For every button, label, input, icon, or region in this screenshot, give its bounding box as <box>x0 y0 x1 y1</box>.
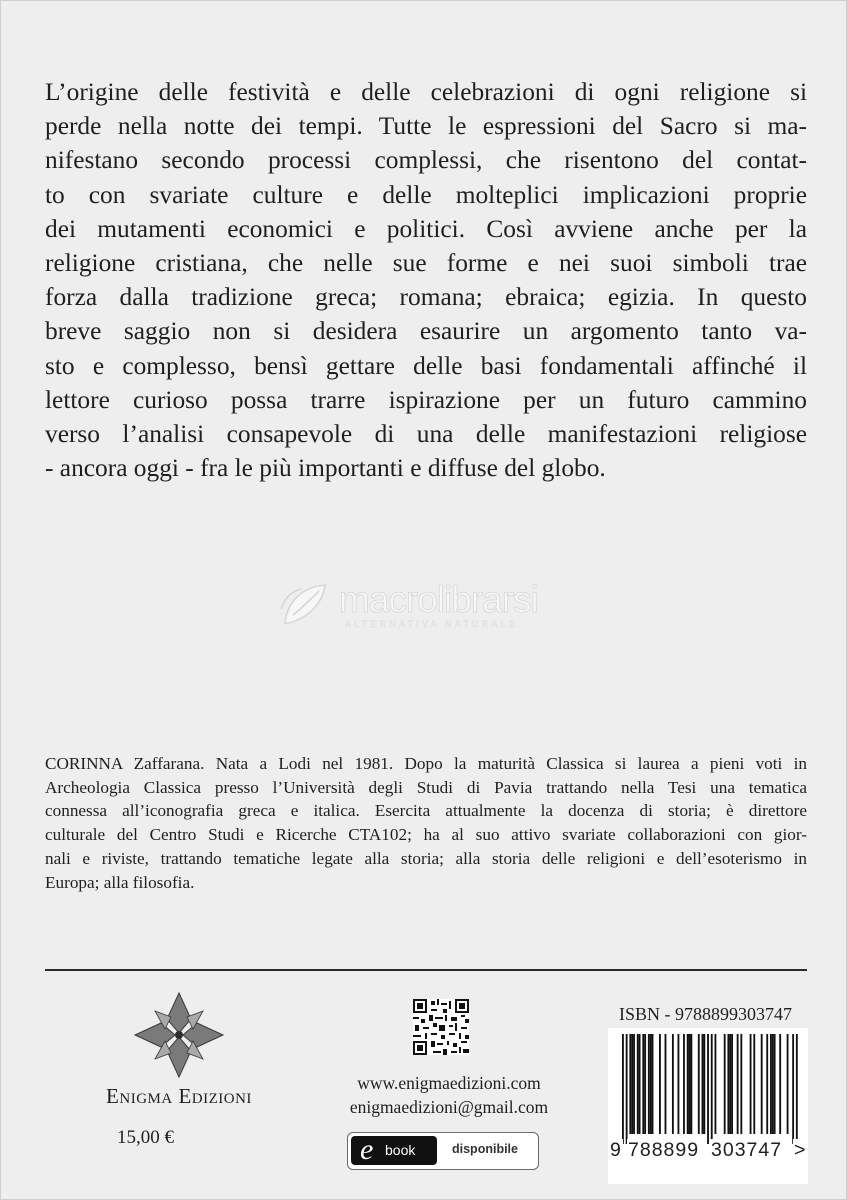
synopsis-line: religione cristiana, che nelle sue forme e nei suoi simboli trae <box>45 249 807 278</box>
qr-code-icon <box>413 999 469 1055</box>
synopsis-line: to con svariate culture e delle molteplici implicazioni proprie <box>45 180 807 209</box>
leaf-logo-icon <box>279 579 335 629</box>
synopsis-line: nifestano secondo processi complessi, che risentono del contat- <box>45 146 807 175</box>
bio-line: CORINNA Zaffarana. Nata a Lodi nel 1981. Dopo la maturità Classica si laurea a pieni voti in <box>45 754 807 773</box>
synopsis-line: lettore curioso possa trarre ispirazione per un futuro cammino <box>45 385 807 414</box>
synopsis-line: - ancora oggi - fra le più importanti e diffuse del globo. <box>45 454 606 483</box>
barcode-arrow: > <box>794 1139 807 1161</box>
ebook-word: book <box>385 1142 416 1158</box>
ebook-logo <box>351 1133 437 1166</box>
publisher-website-link[interactable]: www.enigmaedizioni.com <box>357 1073 541 1093</box>
ebook-status: disponibile <box>452 1142 518 1156</box>
publisher-ornament-logo-icon <box>131 989 227 1081</box>
macrolibrarsi-watermark <box>279 579 579 629</box>
author-bio <box>45 752 807 894</box>
watermark-tagline: ALTERNATIVA NATURALE <box>345 619 518 629</box>
bio-line: connessa all’iconografia greca e italica. Esercita attualmente la docenza di storia; è direttore <box>45 801 807 821</box>
publisher-name: Enigma Edizioni <box>106 1084 252 1108</box>
book-synopsis <box>45 75 807 485</box>
barcode-first-digit: 9 <box>610 1139 622 1161</box>
bio-line: Archeologia Classica presso l’Università degli Studi di Pavia trattando nella Tesi una tematica <box>45 777 807 797</box>
synopsis-line: sto e complesso, bensì gettare delle basi fondamentali affinché il <box>45 351 807 380</box>
bio-line: nali e riviste, trattando tematiche legate alla storia; alla storia delle religioni e dell’esoterismo in <box>45 848 807 868</box>
publisher-email-link[interactable]: enigmaedizioni@gmail.com <box>349 1097 549 1117</box>
price: 15,00 € <box>117 1127 174 1148</box>
synopsis-line: dei mutamenti economici e politici. Così avviene anche per la <box>45 214 807 243</box>
synopsis-line: L’origine delle festività e delle celebrazioni di ogni religione si <box>45 78 807 106</box>
synopsis-line: breve saggio non si desidera esaurire un argomento tanto va- <box>45 317 807 346</box>
barcode-left-digits: 788899 <box>628 1139 700 1161</box>
bio-line: Europa; alla filosofia. <box>45 872 195 892</box>
synopsis-line: verso l’analisi consapevole di una delle manifestazioni religiose <box>45 420 807 449</box>
isbn-label: ISBN - 9788899303747 <box>619 1004 793 1024</box>
synopsis-line: forza dalla tradizione greca; romana; ebraica; egizia. In questo <box>45 283 807 312</box>
ebook-available-badge <box>347 1132 539 1170</box>
divider-rule <box>45 969 807 971</box>
barcode-right-digits: 303747 <box>711 1139 783 1161</box>
watermark-name: macrolibrarsi <box>339 579 538 620</box>
ebook-e-letter: e <box>360 1133 374 1166</box>
bio-line: culturale del Centro Studi e Ricerche CTA102; ha al suo attivo svariate collaborazioni con gior- <box>45 825 807 845</box>
synopsis-line: perde nella notte dei tempi. Tutte le espressioni del Sacro si ma- <box>45 112 807 141</box>
